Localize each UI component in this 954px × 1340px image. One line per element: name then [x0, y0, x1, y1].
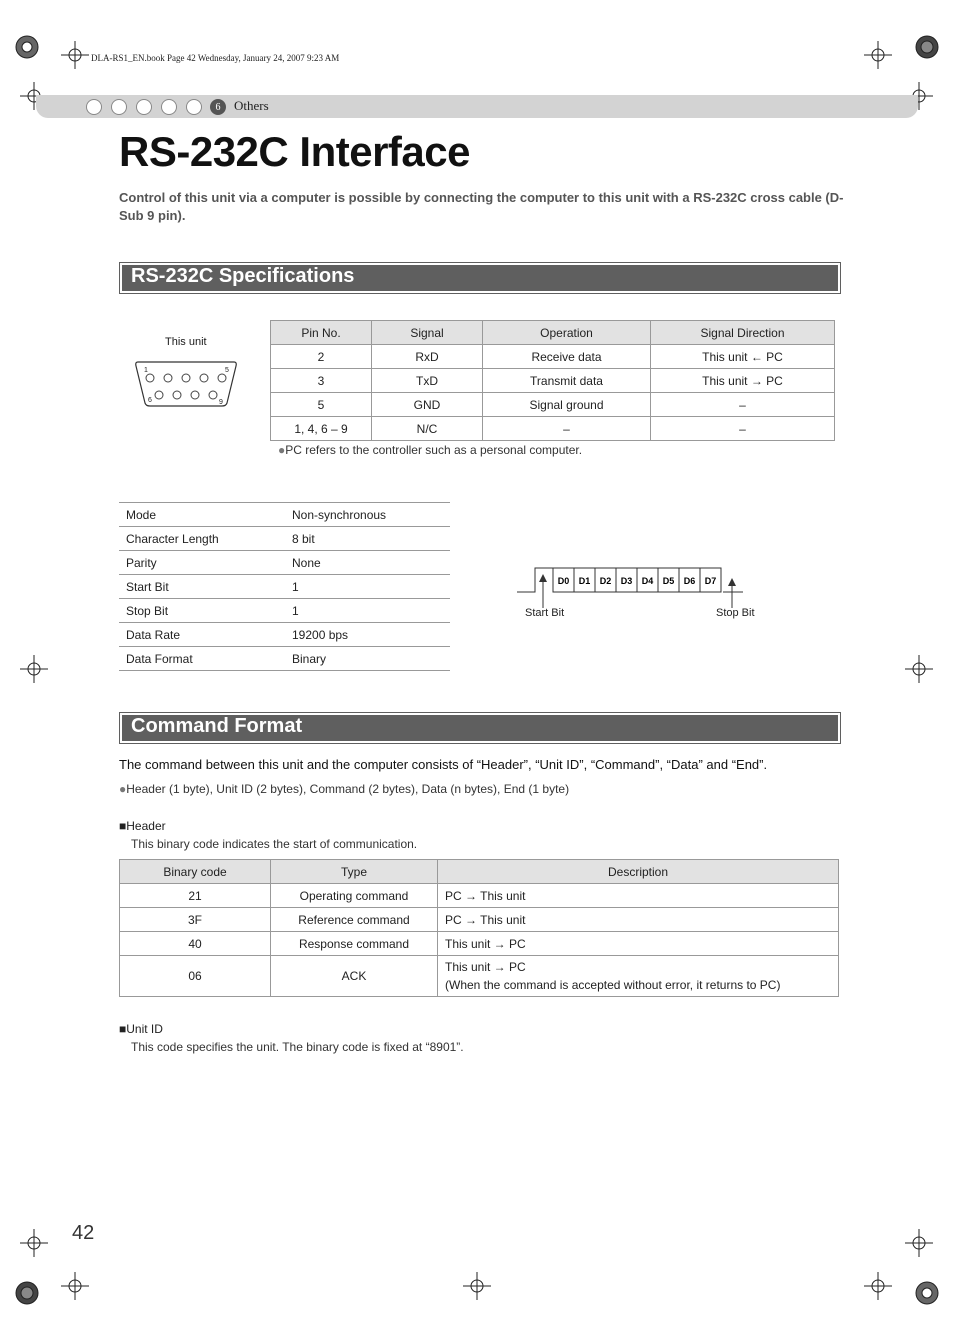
- chapter-dot: [86, 99, 102, 115]
- table-row: [120, 884, 839, 908]
- table-cell: Response command: [271, 932, 438, 956]
- table-cell: 06: [120, 956, 271, 997]
- table-row: [271, 393, 835, 417]
- unit-id-label: Unit ID: [126, 1022, 163, 1036]
- table-cell: PC → This unit: [438, 884, 839, 908]
- page-title: RS-232C Interface: [119, 128, 470, 175]
- pc-note-text: PC refers to the controller such as a personal computer.: [285, 443, 583, 457]
- table-cell: –: [651, 393, 835, 417]
- table-cell: TxD: [372, 369, 483, 393]
- table-cell: Signal ground: [483, 393, 651, 417]
- section-heading-specs-text: RS-232C Specifications: [131, 265, 355, 287]
- square-bullet-icon: ■: [119, 819, 127, 833]
- setting-name: Data Rate: [119, 623, 285, 647]
- unit-id-desc: This code specifies the unit. The binary code is fixed at “8901”.: [131, 1040, 464, 1054]
- setting-name: Character Length: [119, 527, 285, 551]
- setting-name: Start Bit: [119, 575, 285, 599]
- table-cell: This unit → PC: [438, 932, 839, 956]
- bit-frame-diagram: [515, 560, 765, 630]
- setting-value: 19200 bps: [285, 623, 450, 647]
- desc-line: (When the command is accepted without error, it returns to PC): [445, 978, 781, 992]
- bit-label: D1: [578, 576, 591, 586]
- start-bit-label: Start Bit: [525, 607, 565, 619]
- bit-label: D2: [599, 576, 612, 586]
- table-row: [120, 908, 839, 932]
- bit-label: D6: [683, 576, 696, 586]
- table-cell: 5: [271, 393, 372, 417]
- pin-label: 9: [219, 399, 223, 406]
- table-header: Pin No.: [271, 321, 372, 345]
- table-header: Signal Direction: [651, 321, 835, 345]
- table-cell: 3F: [120, 908, 271, 932]
- table-cell: ACK: [271, 956, 438, 997]
- setting-value: None: [285, 551, 450, 575]
- header-desc: This binary code indicates the start of communication.: [131, 837, 418, 851]
- bit-label: D4: [641, 576, 654, 586]
- chapter-dot: [136, 99, 152, 115]
- table-header: Type: [271, 860, 438, 884]
- setting-value: Binary: [285, 647, 450, 671]
- section-heading-specs: [119, 262, 841, 294]
- header-subheading: [119, 819, 166, 833]
- table-cell: [438, 956, 839, 997]
- table-row: [119, 527, 450, 551]
- table-cell: PC → This unit: [438, 908, 839, 932]
- intro-text: Control of this unit via a computer is possible by connecting the computer to this unit with a RS-232C cross cable (D-Sub 9 pin).: [119, 190, 844, 223]
- table-cell: –: [483, 417, 651, 441]
- table-row: [271, 345, 835, 369]
- chapter-dot: [111, 99, 127, 115]
- print-info: DLA-RS1_EN.book Page 42 Wednesday, January 24, 2007 9:23 AM: [91, 53, 340, 63]
- table-row: [119, 623, 450, 647]
- table-row: [120, 932, 839, 956]
- table-cell: Operating command: [271, 884, 438, 908]
- table-row: [119, 599, 450, 623]
- pin-table: [270, 320, 835, 441]
- table-row: [119, 551, 450, 575]
- header-table: [119, 859, 839, 997]
- chapter-dot: [161, 99, 177, 115]
- table-cell: 2: [271, 345, 372, 369]
- bullet-icon: ●: [278, 443, 286, 457]
- setting-name: Data Format: [119, 647, 285, 671]
- setting-name: Mode: [119, 503, 285, 527]
- section-heading-command-text: Command Format: [131, 715, 303, 737]
- settings-table: [119, 502, 450, 671]
- square-bullet-icon: ■: [119, 1022, 127, 1036]
- table-cell: Reference command: [271, 908, 438, 932]
- table-row: [271, 417, 835, 441]
- dsub9-connector-icon: [133, 358, 239, 410]
- pin-label: 1: [144, 367, 148, 374]
- section-heading-command: [119, 712, 841, 744]
- bit-label: D3: [620, 576, 633, 586]
- chapter-label: Others: [234, 98, 269, 113]
- bit-label: D0: [557, 576, 570, 586]
- bytes-note-text: Header (1 byte), Unit ID (2 bytes), Command (2 bytes), Data (n bytes), End (1 byte): [126, 782, 570, 796]
- bytes-note: [119, 782, 569, 796]
- bullet-icon: ●: [119, 782, 127, 796]
- table-header: Binary code: [120, 860, 271, 884]
- table-cell: N/C: [372, 417, 483, 441]
- table-cell: 1, 4, 6 – 9: [271, 417, 372, 441]
- desc-line: This unit → PC: [445, 960, 526, 974]
- table-cell: 21: [120, 884, 271, 908]
- bit-label: D5: [662, 576, 675, 586]
- table-row: [271, 369, 835, 393]
- table-cell: 3: [271, 369, 372, 393]
- table-cell: This unit ← PC: [651, 345, 835, 369]
- pin-label: 6: [148, 397, 152, 404]
- table-header: Operation: [483, 321, 651, 345]
- table-cell: RxD: [372, 345, 483, 369]
- table-header: Description: [438, 860, 839, 884]
- table-cell: Receive data: [483, 345, 651, 369]
- chapter-dot: [186, 99, 202, 115]
- setting-value: 1: [285, 575, 450, 599]
- table-header: Signal: [372, 321, 483, 345]
- table-row: [119, 503, 450, 527]
- chapter-number: 6: [210, 99, 226, 115]
- table-row: [119, 647, 450, 671]
- bit-label: D7: [704, 576, 717, 586]
- table-cell: –: [651, 417, 835, 441]
- unit-label: This unit: [165, 336, 207, 348]
- pin-label: 5: [225, 367, 229, 374]
- table-cell: 40: [120, 932, 271, 956]
- table-row: [120, 956, 839, 997]
- setting-name: Parity: [119, 551, 285, 575]
- unit-id-subheading: [119, 1022, 163, 1036]
- setting-name: Stop Bit: [119, 599, 285, 623]
- page-number: 42: [72, 1222, 95, 1244]
- table-cell: Transmit data: [483, 369, 651, 393]
- stop-bit-label: Stop Bit: [716, 607, 755, 619]
- setting-value: 1: [285, 599, 450, 623]
- header-label: Header: [126, 819, 166, 833]
- table-cell: This unit → PC: [651, 369, 835, 393]
- setting-value: Non-synchronous: [285, 503, 450, 527]
- pc-note: [278, 443, 582, 457]
- table-row: [119, 575, 450, 599]
- table-cell: GND: [372, 393, 483, 417]
- setting-value: 8 bit: [285, 527, 450, 551]
- command-body: The command between this unit and the computer consists of “Header”, “Unit ID”, “Command”, “Data” and “End”.: [119, 757, 768, 772]
